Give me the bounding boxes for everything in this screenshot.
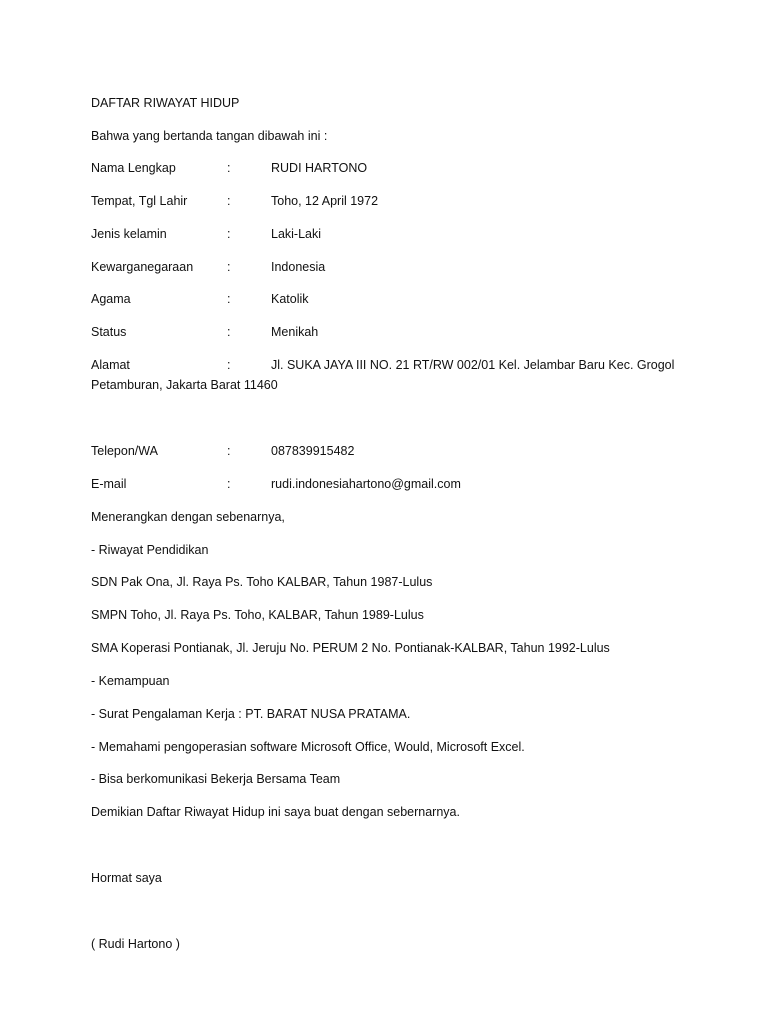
field-colon: :	[227, 161, 231, 175]
field-colon: :	[227, 292, 231, 306]
field-label: Status	[91, 325, 127, 339]
field-email	[91, 476, 691, 492]
education-heading: - Riwayat Pendidikan	[91, 543, 209, 557]
field-colon: :	[227, 227, 231, 241]
skills-item: - Memahami pengoperasian software Microsoft Office, Would, Microsoft Excel.	[91, 740, 525, 754]
field-colon: :	[227, 358, 231, 372]
field-colon: :	[227, 477, 231, 491]
field-colon: :	[227, 444, 231, 458]
field-colon: :	[227, 194, 231, 208]
field-value: Indonesia	[271, 260, 326, 274]
field-label: Kewarganegaraan	[91, 260, 194, 274]
field-kewarganegaraan	[91, 259, 691, 275]
field-value: rudi.indonesiahartono@gmail.com	[271, 477, 461, 491]
field-jenis-kelamin	[91, 226, 691, 242]
skills-item: - Surat Pengalaman Kerja : PT. BARAT NUSA PRATAMA.	[91, 707, 411, 721]
regards-text: Hormat saya	[91, 871, 162, 885]
field-nama-lengkap	[91, 160, 691, 176]
field-agama	[91, 291, 691, 307]
education-item: SDN Pak Ona, Jl. Raya Ps. Toho KALBAR, Tahun 1987-Lulus	[91, 575, 433, 589]
field-value: RUDI HARTONO	[271, 161, 368, 175]
field-value: Katolik	[271, 292, 309, 306]
field-label: Telepon/WA	[91, 444, 158, 458]
field-tempat-tgl-lahir	[91, 193, 691, 209]
field-colon: :	[227, 325, 231, 339]
field-colon: :	[227, 260, 231, 274]
document-title: DAFTAR RIWAYAT HIDUP	[91, 96, 240, 110]
field-value: Jl. SUKA JAYA III NO. 21 RT/RW 002/01 Kel. Jelambar Baru Kec. Grogol	[271, 358, 675, 372]
statement-text: Menerangkan dengan sebenarnya,	[91, 510, 285, 524]
field-status	[91, 324, 691, 340]
field-label: Alamat	[91, 358, 130, 372]
field-label: Jenis kelamin	[91, 227, 167, 241]
skills-item: - Bisa berkomunikasi Bekerja Bersama Team	[91, 772, 341, 786]
field-value: Laki-Laki	[271, 227, 322, 241]
field-value: Toho, 12 April 1972	[271, 194, 379, 208]
field-label: Agama	[91, 292, 131, 306]
field-label: Nama Lengkap	[91, 161, 176, 175]
closing-text: Demikian Daftar Riwayat Hidup ini saya buat dengan sebernarnya.	[91, 805, 460, 819]
field-label: Tempat, Tgl Lahir	[91, 194, 188, 208]
intro-text: Bahwa yang bertanda tangan dibawah ini :	[91, 129, 328, 143]
education-item: SMPN Toho, Jl. Raya Ps. Toho, KALBAR, Tahun 1989-Lulus	[91, 608, 424, 622]
field-value: 087839915482	[271, 444, 355, 458]
field-alamat	[91, 357, 691, 373]
education-item: SMA Koperasi Pontianak, Jl. Jeruju No. PERUM 2 No. Pontianak-KALBAR, Tahun 1992-Lulus	[91, 641, 610, 655]
field-value: Menikah	[271, 325, 319, 339]
field-label: E-mail	[91, 477, 127, 491]
address-continuation: Petamburan, Jakarta Barat 11460	[91, 378, 278, 392]
field-telepon	[91, 443, 691, 459]
skills-heading: - Kemampuan	[91, 674, 170, 688]
signature-name: ( Rudi Hartono )	[91, 937, 180, 951]
